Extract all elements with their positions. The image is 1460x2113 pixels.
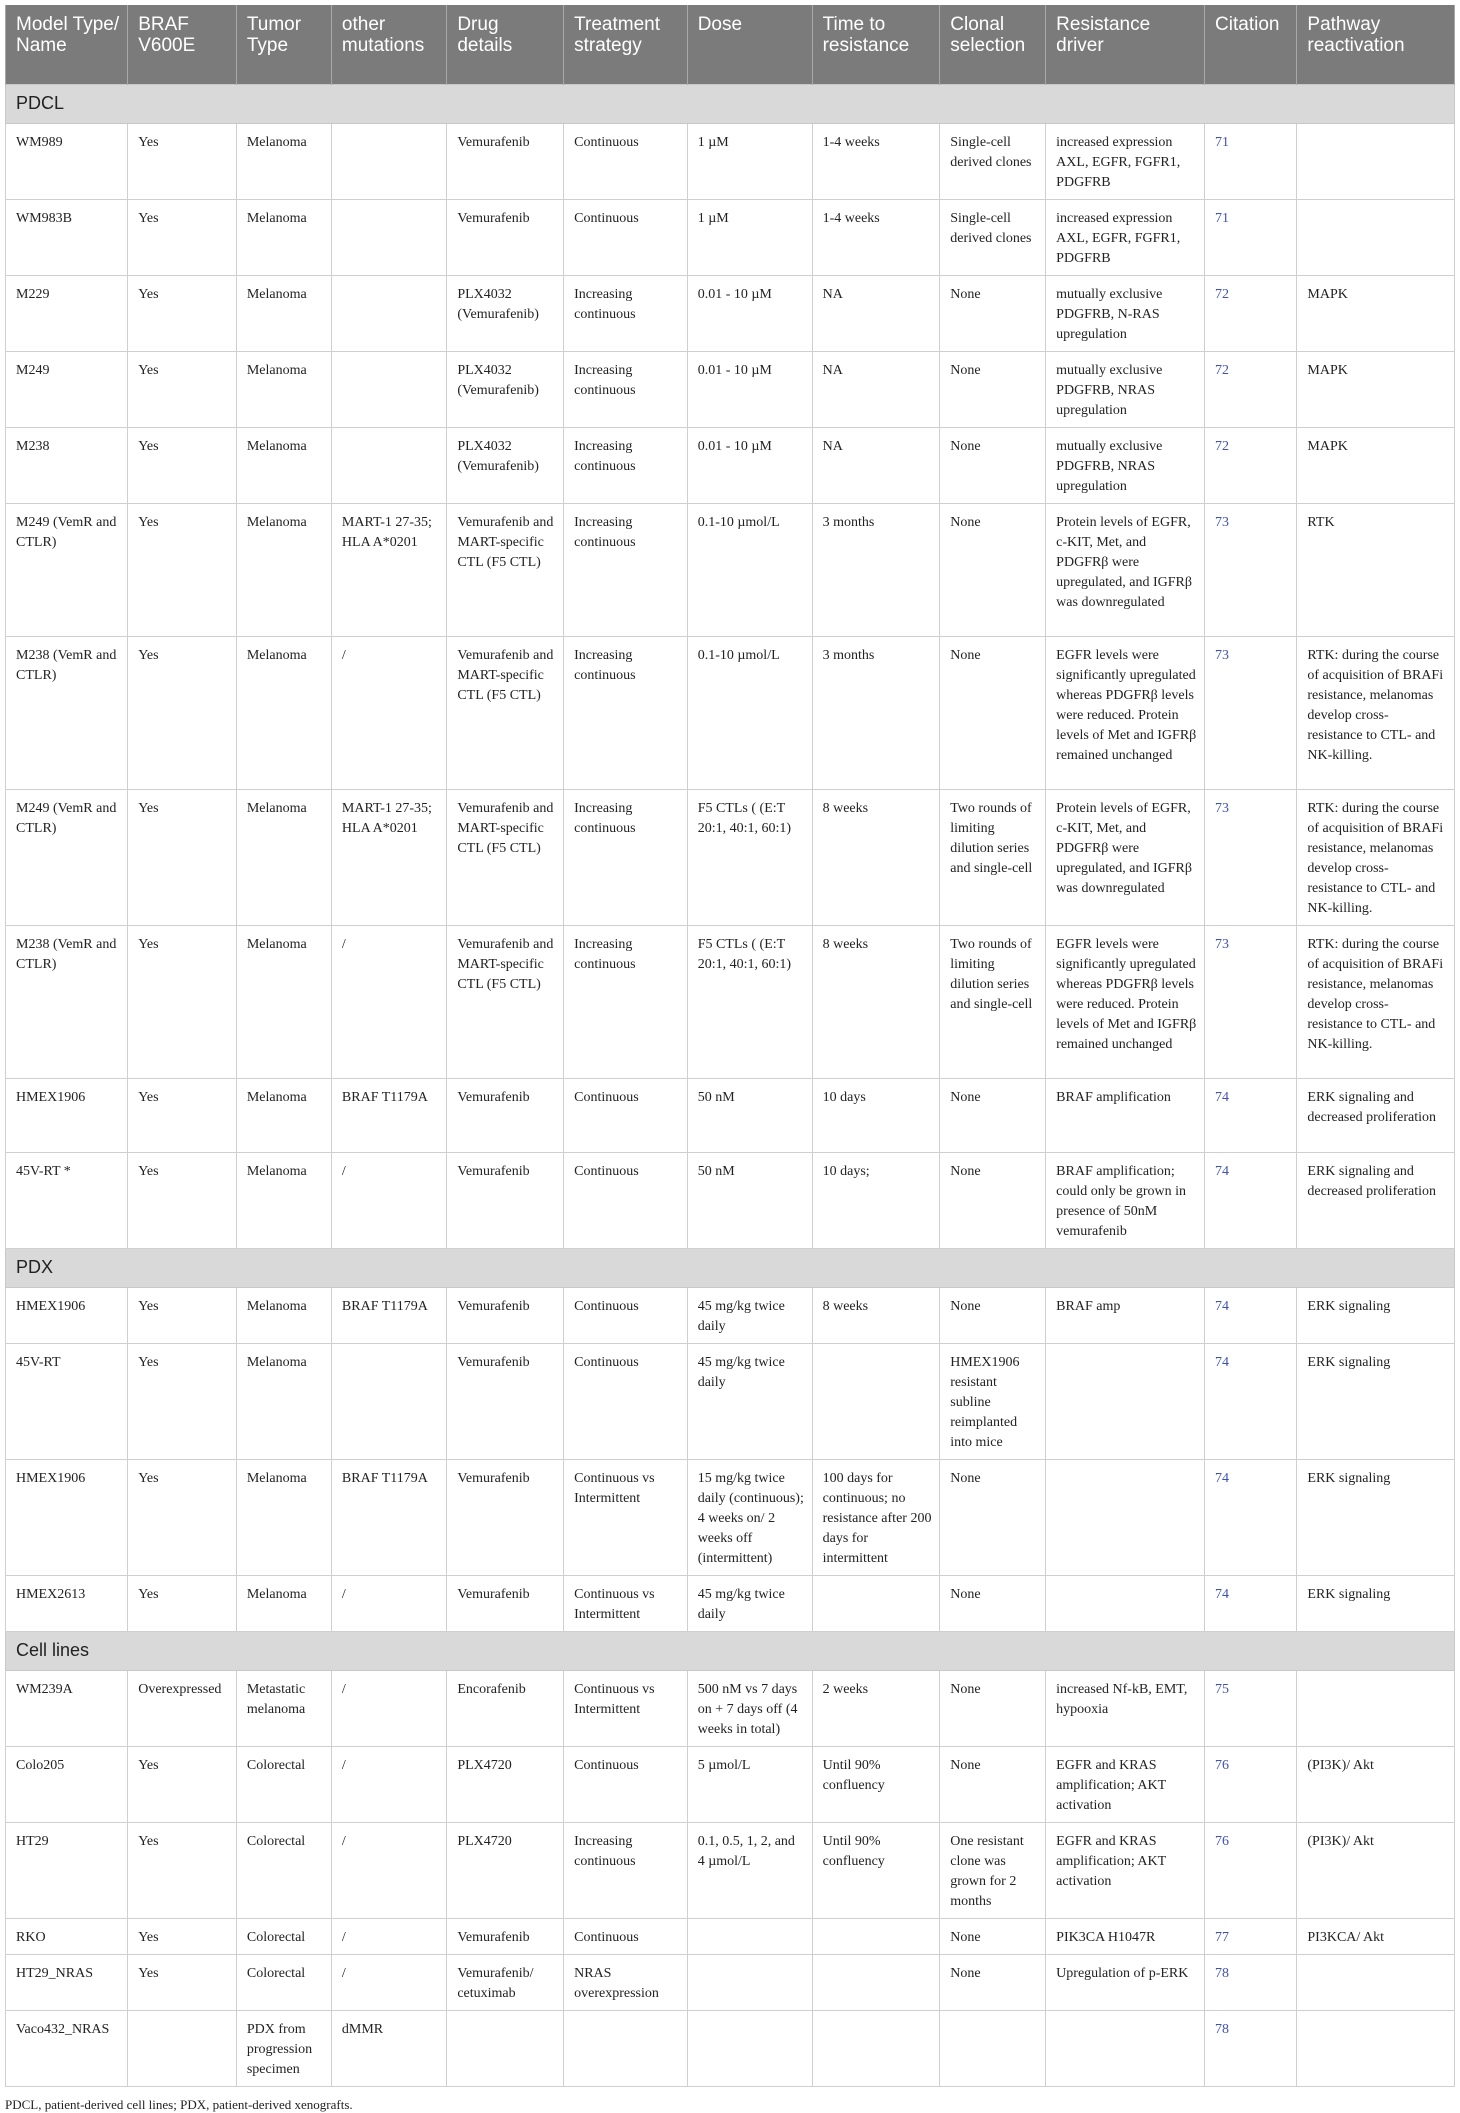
citation-link[interactable]: 73 (1205, 789, 1297, 925)
table-cell: M238 (6, 427, 128, 503)
table-cell (564, 2010, 688, 2086)
table-cell: 1-4 weeks (812, 199, 940, 275)
table-cell: Melanoma (236, 199, 331, 275)
table-row (6, 1287, 1455, 1343)
table-cell: BRAF T1179A (331, 1287, 446, 1343)
table-cell: WM989 (6, 123, 128, 199)
table-cell (331, 427, 446, 503)
table-cell (812, 2010, 940, 2086)
table-cell: 15 mg/kg twice daily (continuous); 4 weeks on/ 2 weeks off (intermittent) (687, 1459, 812, 1575)
citation-link[interactable]: 74 (1205, 1078, 1297, 1152)
table-cell: MAPK (1297, 427, 1455, 503)
table-cell: MAPK (1297, 351, 1455, 427)
citation-link[interactable]: 78 (1205, 1954, 1297, 2010)
table-cell: Yes (128, 1822, 237, 1918)
citation-link[interactable]: 74 (1205, 1152, 1297, 1248)
table-cell: Yes (128, 199, 237, 275)
table-cell: Melanoma (236, 351, 331, 427)
table-cell: / (331, 925, 446, 1078)
table-cell: EGFR levels were significantly upregulated whereas PDGFRβ levels were reduced. Protein levels of Met and IGFRβ remained unchanged (1046, 636, 1205, 789)
table-cell: 3 months (812, 636, 940, 789)
table-cell (1297, 123, 1455, 199)
table-cell: PIK3CA H1047R (1046, 1918, 1205, 1954)
table-row (6, 503, 1455, 636)
column-header: Treatment strategy (564, 5, 688, 84)
citation-link[interactable]: 74 (1205, 1575, 1297, 1631)
table-cell: Vemurafenib (447, 1078, 564, 1152)
table-cell: None (940, 1459, 1046, 1575)
citation-link[interactable]: 77 (1205, 1918, 1297, 1954)
table-cell: Colo205 (6, 1746, 128, 1822)
column-header: Model Type/ Name (6, 5, 128, 84)
table-cell (812, 1954, 940, 2010)
table-container (5, 5, 1455, 2113)
table-cell: RKO (6, 1918, 128, 1954)
table-cell: Yes (128, 1078, 237, 1152)
table-cell: ERK signaling and decreased proliferation (1297, 1152, 1455, 1248)
citation-link[interactable]: 76 (1205, 1746, 1297, 1822)
table-cell: Continuous vs Intermittent (564, 1575, 688, 1631)
table-cell: EGFR and KRAS amplification; AKT activation (1046, 1746, 1205, 1822)
table-cell: PLX4720 (447, 1746, 564, 1822)
table-cell (812, 1918, 940, 1954)
table-cell (1046, 2010, 1205, 2086)
table-cell (1046, 1459, 1205, 1575)
table-cell: (PI3K)/ Akt (1297, 1746, 1455, 1822)
table-cell: Vemurafenib and MART-specific CTL (F5 CTL) (447, 636, 564, 789)
table-cell: Continuous vs Intermittent (564, 1670, 688, 1746)
table-cell: Colorectal (236, 1746, 331, 1822)
table-row (6, 427, 1455, 503)
table-cell: Melanoma (236, 1343, 331, 1459)
table-cell: RTK: during the course of acquisition of BRAFi resistance, melanomas develop cross- resistance to CTL- and NK-killing. (1297, 636, 1455, 789)
column-header: Dose (687, 5, 812, 84)
table-cell: Melanoma (236, 123, 331, 199)
table-cell: None (940, 1078, 1046, 1152)
table-cell (1297, 1670, 1455, 1746)
table-cell: Melanoma (236, 1152, 331, 1248)
table-cell: 10 days; (812, 1152, 940, 1248)
table-cell: Single-cell derived clones (940, 199, 1046, 275)
citation-link[interactable]: 74 (1205, 1459, 1297, 1575)
table-cell: M249 (6, 351, 128, 427)
table-cell: MART-1 27-35; HLA A*0201 (331, 503, 446, 636)
table-cell (1046, 1575, 1205, 1631)
table-cell: Yes (128, 503, 237, 636)
table-cell (447, 2010, 564, 2086)
citation-link[interactable]: 73 (1205, 503, 1297, 636)
table-cell: Vemurafenib (447, 123, 564, 199)
table-cell: Increasing continuous (564, 636, 688, 789)
table-cell: 50 nM (687, 1152, 812, 1248)
table-cell: Continuous (564, 1152, 688, 1248)
citation-link[interactable]: 74 (1205, 1343, 1297, 1459)
table-cell: HT29 (6, 1822, 128, 1918)
table-cell: Yes (128, 636, 237, 789)
table-cell: WM983B (6, 199, 128, 275)
table-cell: Yes (128, 1954, 237, 2010)
table-cell: Yes (128, 925, 237, 1078)
table-cell: RTK (1297, 503, 1455, 636)
table-cell (940, 2010, 1046, 2086)
section-row (6, 1248, 1455, 1287)
table-cell: Colorectal (236, 1822, 331, 1918)
table-cell (687, 1954, 812, 2010)
table-cell: mutually exclusive PDGFRB, NRAS upregulation (1046, 351, 1205, 427)
table-cell: Yes (128, 275, 237, 351)
column-header: Tumor Type (236, 5, 331, 84)
table-cell: M238 (VemR and CTLR) (6, 636, 128, 789)
table-cell: None (940, 636, 1046, 789)
table-cell: 1 µM (687, 123, 812, 199)
table-cell (687, 1918, 812, 1954)
table-cell: PLX4032 (Vemurafenib) (447, 427, 564, 503)
table-cell: 0.1-10 µmol/L (687, 636, 812, 789)
table-cell: NRAS overexpression (564, 1954, 688, 2010)
table-cell: None (940, 1954, 1046, 2010)
table-row (6, 1575, 1455, 1631)
table-cell (128, 2010, 237, 2086)
table-cell: Increasing continuous (564, 789, 688, 925)
table-cell: Vemurafenib (447, 1575, 564, 1631)
section-row (6, 84, 1455, 123)
table-cell: BRAF amplification; could only be grown in presence of 50nM vemurafenib (1046, 1152, 1205, 1248)
table-cell: PLX4032 (Vemurafenib) (447, 275, 564, 351)
table-cell: HMEX1906 (6, 1287, 128, 1343)
table-cell: NA (812, 351, 940, 427)
table-cell: / (331, 1670, 446, 1746)
table-cell: M249 (VemR and CTLR) (6, 503, 128, 636)
table-cell: Protein levels of EGFR, c-KIT, Met, and PDGFRβ were upregulated, and IGFRβ was downregulated (1046, 503, 1205, 636)
table-cell: (PI3K)/ Akt (1297, 1822, 1455, 1918)
resistance-models-table (5, 5, 1455, 2087)
table-cell: BRAF amplification (1046, 1078, 1205, 1152)
citation-link[interactable]: 75 (1205, 1670, 1297, 1746)
table-cell: increased Nf-kB, EMT, hypooxia (1046, 1670, 1205, 1746)
table-cell: None (940, 1287, 1046, 1343)
table-cell: Two rounds of limiting dilution series and single-cell (940, 925, 1046, 1078)
table-row (6, 1746, 1455, 1822)
table-cell: ERK signaling (1297, 1575, 1455, 1631)
table-cell: Protein levels of EGFR, c-KIT, Met, and PDGFRβ were upregulated, and IGFRβ was downregulated (1046, 789, 1205, 925)
table-cell: 5 µmol/L (687, 1746, 812, 1822)
table-row (6, 636, 1455, 789)
table-cell: None (940, 427, 1046, 503)
table-cell (1297, 2010, 1455, 2086)
table-row (6, 1670, 1455, 1746)
table-cell: None (940, 351, 1046, 427)
table-cell: NA (812, 275, 940, 351)
table-cell: Melanoma (236, 1575, 331, 1631)
table-cell (812, 1343, 940, 1459)
table-cell: Vemurafenib (447, 1918, 564, 1954)
table-cell: MART-1 27-35; HLA A*0201 (331, 789, 446, 925)
section-row (6, 1631, 1455, 1670)
table-cell: None (940, 275, 1046, 351)
table-cell: MAPK (1297, 275, 1455, 351)
table-cell: Increasing continuous (564, 351, 688, 427)
table-cell: Vemurafenib (447, 199, 564, 275)
table-row (6, 123, 1455, 199)
table-cell: F5 CTLs ( (E:T 20:1, 40:1, 60:1) (687, 925, 812, 1078)
table-cell: Vaco432_NRAS (6, 2010, 128, 2086)
table-cell: Melanoma (236, 503, 331, 636)
table-cell: Yes (128, 1152, 237, 1248)
table-cell: HT29_NRAS (6, 1954, 128, 2010)
table-row (6, 1078, 1455, 1152)
citation-link[interactable]: 71 (1205, 123, 1297, 199)
table-cell: Melanoma (236, 427, 331, 503)
table-row (6, 2010, 1455, 2086)
table-cell: M229 (6, 275, 128, 351)
table-cell: 0.1, 0.5, 1, 2, and 4 µmol/L (687, 1822, 812, 1918)
table-cell: Until 90% confluency (812, 1746, 940, 1822)
table-row (6, 199, 1455, 275)
table-cell (1297, 199, 1455, 275)
table-row (6, 275, 1455, 351)
table-cell: 1 µM (687, 199, 812, 275)
table-cell: Melanoma (236, 1287, 331, 1343)
table-row (6, 925, 1455, 1078)
table-cell: RTK: during the course of acquisition of BRAFi resistance, melanomas develop cross- resistance to CTL- and NK-killing. (1297, 789, 1455, 925)
table-row (6, 1459, 1455, 1575)
citation-link[interactable]: 72 (1205, 275, 1297, 351)
table-cell: Vemurafenib/ cetuximab (447, 1954, 564, 2010)
column-header: Pathway reactivation (1297, 5, 1455, 84)
table-header-row (6, 5, 1455, 84)
table-cell: None (940, 503, 1046, 636)
citation-link[interactable]: 71 (1205, 199, 1297, 275)
table-cell: 3 months (812, 503, 940, 636)
section-title: PDX (6, 1248, 1455, 1287)
table-cell: mutually exclusive PDGFRB, N-RAS upregulation (1046, 275, 1205, 351)
table-cell: None (940, 1670, 1046, 1746)
table-cell (331, 351, 446, 427)
column-header: Clonal selection (940, 5, 1046, 84)
table-cell: BRAF T1179A (331, 1459, 446, 1575)
table-cell: Increasing continuous (564, 503, 688, 636)
column-header: Time to resistance (812, 5, 940, 84)
table-cell: / (331, 636, 446, 789)
table-cell: F5 CTLs ( (E:T 20:1, 40:1, 60:1) (687, 789, 812, 925)
table-cell: EGFR levels were significantly upregulated whereas PDGFRβ levels were reduced. Protein levels of Met and IGFRβ remained unchanged (1046, 925, 1205, 1078)
column-header: other mutations (331, 5, 446, 84)
table-cell: HMEX1906 resistant subline reimplanted into mice (940, 1343, 1046, 1459)
table-cell (1046, 1343, 1205, 1459)
table-cell: Overexpressed (128, 1670, 237, 1746)
table-cell (331, 199, 446, 275)
table-cell: 100 days for continuous; no resistance after 200 days for intermittent (812, 1459, 940, 1575)
table-cell: Vemurafenib (447, 1459, 564, 1575)
table-cell: Yes (128, 427, 237, 503)
table-cell: HMEX2613 (6, 1575, 128, 1631)
section-title: PDCL (6, 84, 1455, 123)
table-cell (1297, 1954, 1455, 2010)
table-cell: ERK signaling and decreased proliferation (1297, 1078, 1455, 1152)
table-cell: 10 days (812, 1078, 940, 1152)
table-cell: increased expression AXL, EGFR, FGFR1, PDGFRB (1046, 199, 1205, 275)
table-cell: 45 mg/kg twice daily (687, 1343, 812, 1459)
table-cell: PLX4720 (447, 1822, 564, 1918)
table-cell: dMMR (331, 2010, 446, 2086)
table-cell: Yes (128, 1746, 237, 1822)
table-cell: Melanoma (236, 925, 331, 1078)
table-body (6, 84, 1455, 2086)
table-cell: Yes (128, 1459, 237, 1575)
citation-link[interactable]: 72 (1205, 427, 1297, 503)
table-row (6, 1822, 1455, 1918)
table-cell: Continuous (564, 1078, 688, 1152)
table-cell: / (331, 1575, 446, 1631)
table-cell: Increasing continuous (564, 275, 688, 351)
table-row (6, 1152, 1455, 1248)
table-row (6, 1343, 1455, 1459)
table-cell: Vemurafenib (447, 1152, 564, 1248)
table-cell: 1-4 weeks (812, 123, 940, 199)
section-title: Cell lines (6, 1631, 1455, 1670)
table-row (6, 789, 1455, 925)
table-cell: 0.1-10 µmol/L (687, 503, 812, 636)
table-cell: Melanoma (236, 1078, 331, 1152)
table-cell: WM239A (6, 1670, 128, 1746)
table-cell: Continuous (564, 1918, 688, 1954)
table-cell: Melanoma (236, 1459, 331, 1575)
table-cell: Continuous (564, 1343, 688, 1459)
table-cell (331, 275, 446, 351)
table-cell: ERK signaling (1297, 1459, 1455, 1575)
table-cell: 0.01 - 10 µM (687, 275, 812, 351)
table-row (6, 1918, 1455, 1954)
table-cell: Encorafenib (447, 1670, 564, 1746)
table-cell: Melanoma (236, 275, 331, 351)
table-cell: Vemurafenib (447, 1287, 564, 1343)
table-cell: Vemurafenib and MART-specific CTL (F5 CTL) (447, 789, 564, 925)
column-header: Citation (1205, 5, 1297, 84)
table-cell (331, 1343, 446, 1459)
table-cell: Metastatic melanoma (236, 1670, 331, 1746)
table-cell: / (331, 1954, 446, 2010)
table-cell: 8 weeks (812, 1287, 940, 1343)
table-cell: PLX4032 (Vemurafenib) (447, 351, 564, 427)
column-header: Drug details (447, 5, 564, 84)
table-cell: M249 (VemR and CTLR) (6, 789, 128, 925)
table-cell: Continuous (564, 199, 688, 275)
table-cell (812, 1575, 940, 1631)
table-cell: None (940, 1152, 1046, 1248)
table-cell: 2 weeks (812, 1670, 940, 1746)
table-cell: NA (812, 427, 940, 503)
table-cell: Two rounds of limiting dilution series and single-cell (940, 789, 1046, 925)
table-cell: Increasing continuous (564, 925, 688, 1078)
table-cell: Colorectal (236, 1954, 331, 2010)
table-cell: Continuous (564, 1746, 688, 1822)
table-cell: None (940, 1575, 1046, 1631)
table-cell: Continuous vs Intermittent (564, 1459, 688, 1575)
table-cell: Single-cell derived clones (940, 123, 1046, 199)
table-cell: Yes (128, 1918, 237, 1954)
table-cell: Colorectal (236, 1918, 331, 1954)
table-cell: 45V-RT * (6, 1152, 128, 1248)
table-cell: Upregulation of p-ERK (1046, 1954, 1205, 2010)
table-row (6, 1954, 1455, 2010)
table-cell: Yes (128, 1575, 237, 1631)
table-cell (331, 123, 446, 199)
table-cell: Increasing continuous (564, 1822, 688, 1918)
table-cell: BRAF amp (1046, 1287, 1205, 1343)
table-cell: Yes (128, 789, 237, 925)
table-cell: EGFR and KRAS amplification; AKT activation (1046, 1822, 1205, 1918)
table-cell: PI3KCA/ Akt (1297, 1918, 1455, 1954)
table-cell: mutually exclusive PDGFRB, NRAS upregulation (1046, 427, 1205, 503)
citation-link[interactable]: 72 (1205, 351, 1297, 427)
table-cell: HMEX1906 (6, 1459, 128, 1575)
table-cell: M238 (VemR and CTLR) (6, 925, 128, 1078)
table-row (6, 351, 1455, 427)
table-cell: 8 weeks (812, 789, 940, 925)
table-cell: PDX from progression specimen (236, 2010, 331, 2086)
table-cell: 45V-RT (6, 1343, 128, 1459)
table-cell: Vemurafenib and MART-specific CTL (F5 CTL) (447, 503, 564, 636)
citation-link[interactable]: 78 (1205, 2010, 1297, 2086)
table-cell: / (331, 1822, 446, 1918)
table-cell: 45 mg/kg twice daily (687, 1287, 812, 1343)
table-cell: Continuous (564, 123, 688, 199)
table-cell: Melanoma (236, 636, 331, 789)
table-cell (687, 2010, 812, 2086)
table-cell: 50 nM (687, 1078, 812, 1152)
citation-link[interactable]: 74 (1205, 1287, 1297, 1343)
table-cell: ERK signaling (1297, 1343, 1455, 1459)
table-cell: Yes (128, 1287, 237, 1343)
table-cell: Vemurafenib and MART-specific CTL (F5 CTL) (447, 925, 564, 1078)
table-cell: Melanoma (236, 789, 331, 925)
table-cell: 45 mg/kg twice daily (687, 1575, 812, 1631)
table-cell: 500 nM vs 7 days on + 7 days off (4 weeks in total) (687, 1670, 812, 1746)
table-cell: 8 weeks (812, 925, 940, 1078)
table-cell: Continuous (564, 1287, 688, 1343)
table-cell: Yes (128, 123, 237, 199)
table-cell: Vemurafenib (447, 1343, 564, 1459)
table-cell: RTK: during the course of acquisition of BRAFi resistance, melanomas develop cross- resistance to CTL- and NK-killing. (1297, 925, 1455, 1078)
column-header: Resistance driver (1046, 5, 1205, 84)
table-cell: 0.01 - 10 µM (687, 351, 812, 427)
table-cell: Yes (128, 351, 237, 427)
table-cell: BRAF T1179A (331, 1078, 446, 1152)
table-cell: increased expression AXL, EGFR, FGFR1, PDGFRB (1046, 123, 1205, 199)
table-cell: 0.01 - 10 µM (687, 427, 812, 503)
table-cell: None (940, 1746, 1046, 1822)
table-cell: None (940, 1918, 1046, 1954)
table-footnote: PDCL, patient-derived cell lines; PDX, patient-derived xenografts. (5, 2096, 353, 2112)
citation-link[interactable]: 73 (1205, 925, 1297, 1078)
table-cell: One resistant clone was grown for 2 months (940, 1822, 1046, 1918)
table-cell: / (331, 1918, 446, 1954)
table-cell: ERK signaling (1297, 1287, 1455, 1343)
column-header: BRAF V600E (128, 5, 237, 84)
table-cell: Yes (128, 1343, 237, 1459)
table-cell: Increasing continuous (564, 427, 688, 503)
table-cell: Until 90% confluency (812, 1822, 940, 1918)
table-cell: / (331, 1152, 446, 1248)
table-cell: HMEX1906 (6, 1078, 128, 1152)
citation-link[interactable]: 73 (1205, 636, 1297, 789)
citation-link[interactable]: 76 (1205, 1822, 1297, 1918)
table-cell: / (331, 1746, 446, 1822)
